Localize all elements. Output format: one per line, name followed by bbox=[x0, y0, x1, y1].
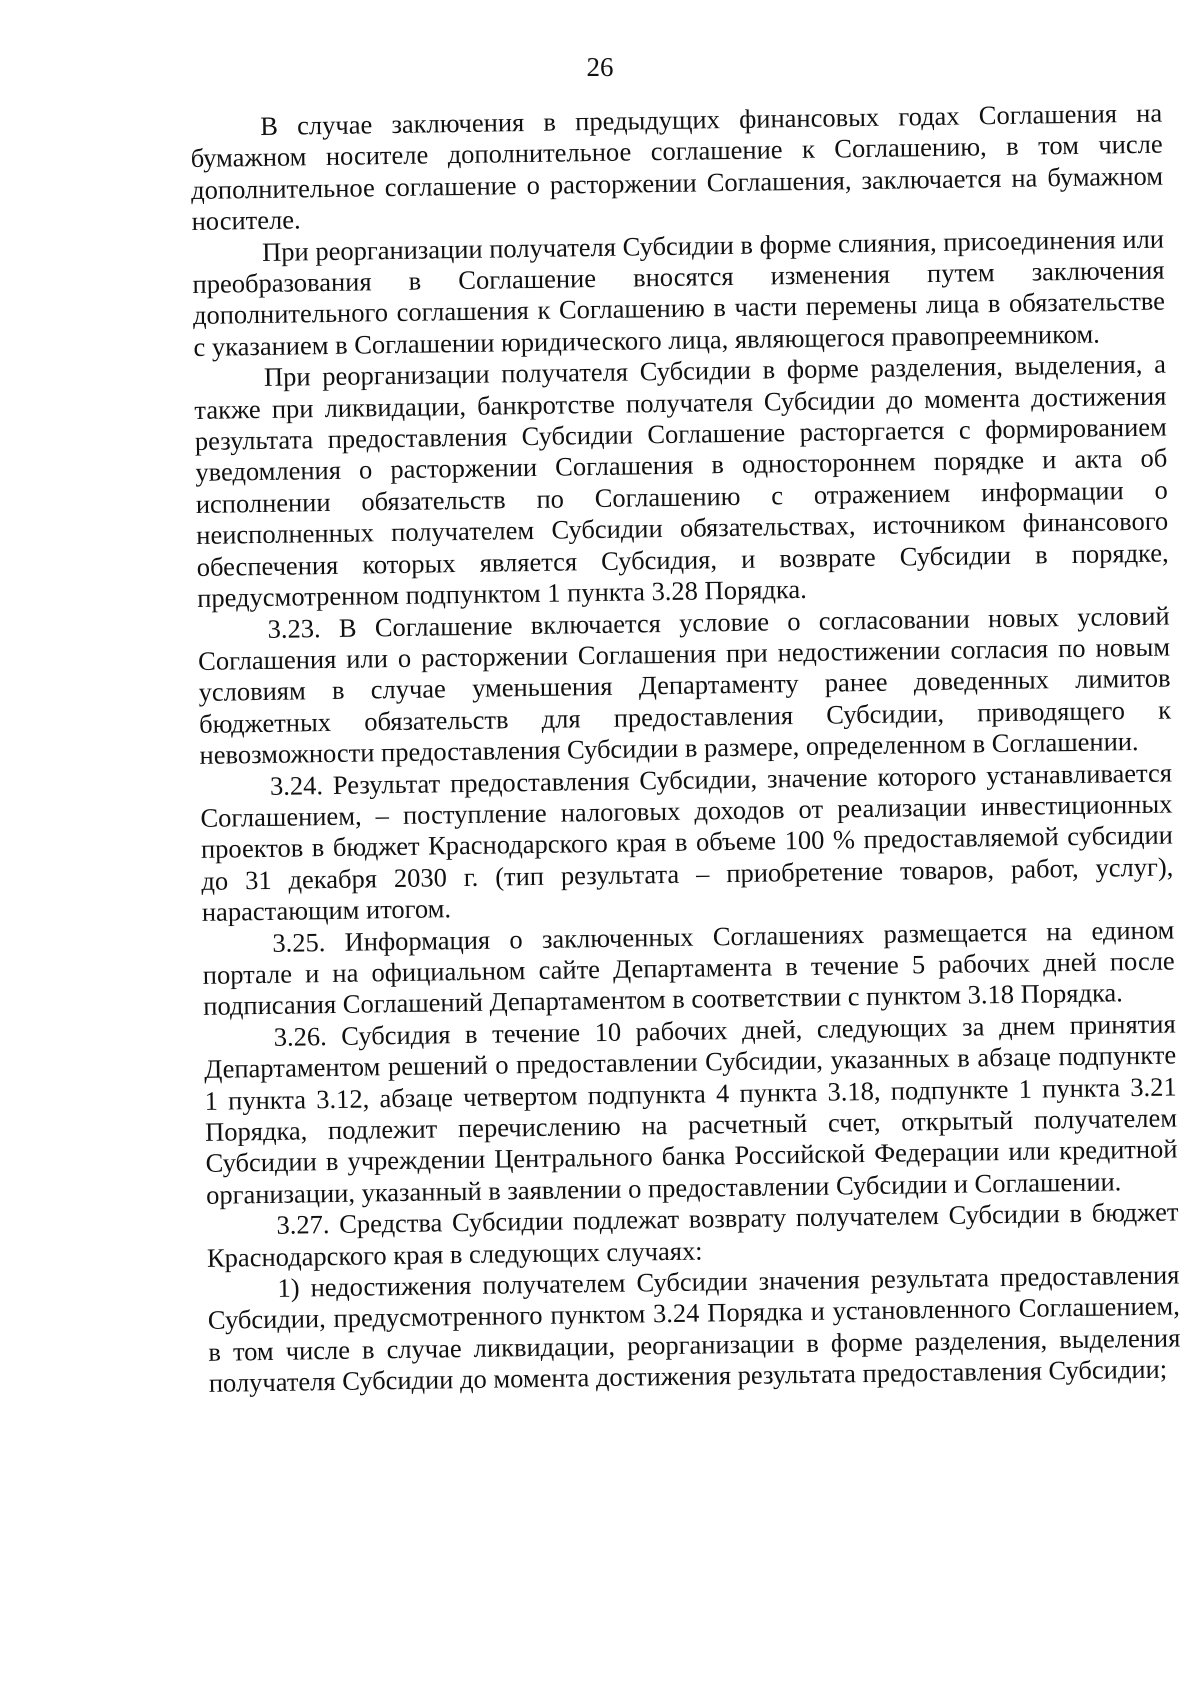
paragraph-electronic-paper-agreement: В случае заключения в предыдущих финансовых годах Соглашения на бумажном носителе дополнительное соглашение к Соглашению, в том числе дополнительное соглашение о расторжении Соглашения, заключается на бумажном носителе. bbox=[190, 97, 1164, 237]
page-number: 26 bbox=[586, 52, 614, 82]
paragraph-clause-3-23: 3.23. В Соглашение включается условие о согласовании новых условий Соглашения или о расторжении Соглашения при недостижении согласия по новым условиям в случае уменьшения Департаменту ранее доведенных лимитов бюджетных обязательств для предоставления Субсидии, приводящего к невозможности предоставления Субсидии в размере, определенном в Соглашении. bbox=[197, 600, 1172, 771]
paragraph-clause-3-24: 3.24. Результат предоставления Субсидии, значение которого устанавливается Соглашением, – поступление налоговых доходов от реализации инвестиционных проектов в бюджет Краснодарского края в объеме 100 % предоставляемой субсидии до 31 декабря 2030 г. (тип результата – приобретение товаров, работ, услуг), нарастающим итогом. bbox=[200, 757, 1174, 928]
paragraph-reorganization-merger: При реорганизации получателя Субсидии в форме слияния, присоединения или преобразования в Соглашение вносятся изменения путем заключения дополнительного соглашения к Соглашению в части перемены лица в обязательстве с указанием в Соглашении юридического лица, являющегося правопреемником. bbox=[192, 223, 1166, 362]
paragraph-clause-3-27: 3.27. Средства Субсидии подлежат возврату получателем Субсидии в бюджет Краснодарского края в следующих случаях: bbox=[206, 1196, 1179, 1273]
paragraph-clause-3-25: 3.25. Информация о заключенных Соглашениях размещается на едином портале и на официальном сайте Департамента в течение 5 рабочих дней после подписания Соглашений Департаментом в соответствии с пунктом 3.18 Порядка. bbox=[202, 914, 1175, 1022]
document-body bbox=[190, 98, 1181, 1400]
paragraph-clause-3-26: 3.26. Субсидия в течение 10 рабочих дней, следующих за днем принятия Департаментом решений о предоставлении Субсидии, указанных в абзаце подпункте 1 пункта 3.12, абзаце четвертом подпункта 4 пункта 3.18, подпункте 1 пункта 3.21 Порядка, подлежит перечислению на расчетный счет, открытый получателем Субсидии в учреждении Центрального банка Российской Федерации или кредитной организации, указанный в заявлении о предоставлении Субсидии и Соглашении. bbox=[203, 1008, 1178, 1210]
paragraph-clause-3-27-item-1: 1) недостижения получателем Субсидии значения результата предоставления Субсидии, предусмотренного пунктом 3.24 Порядка и установленного Соглашением, в том числе в случае ликвидации, реорганизации в форме разделения, выделения получателя Субсидии до момента достижения результата предоставления Субсидии; bbox=[207, 1259, 1181, 1399]
paragraph-reorganization-division: При реорганизации получателя Субсидии в форме разделения, выделения, а также при ликвидации, банкротстве получателя Субсидии до момента достижения результата предоставления Субсидии Соглашение расторгается с формированием уведомления о расторжении Соглашения в одностороннем порядке и акта об исполнении обязательств по Соглашению с отражением информации о неисполненных получателем Субсидии обязательствах, источником финансового обеспечения которых является Субсидия, и возврате Субсидии в порядке, предусмотренном подпунктом 1 пункта 3.28 Порядка. bbox=[194, 348, 1169, 614]
